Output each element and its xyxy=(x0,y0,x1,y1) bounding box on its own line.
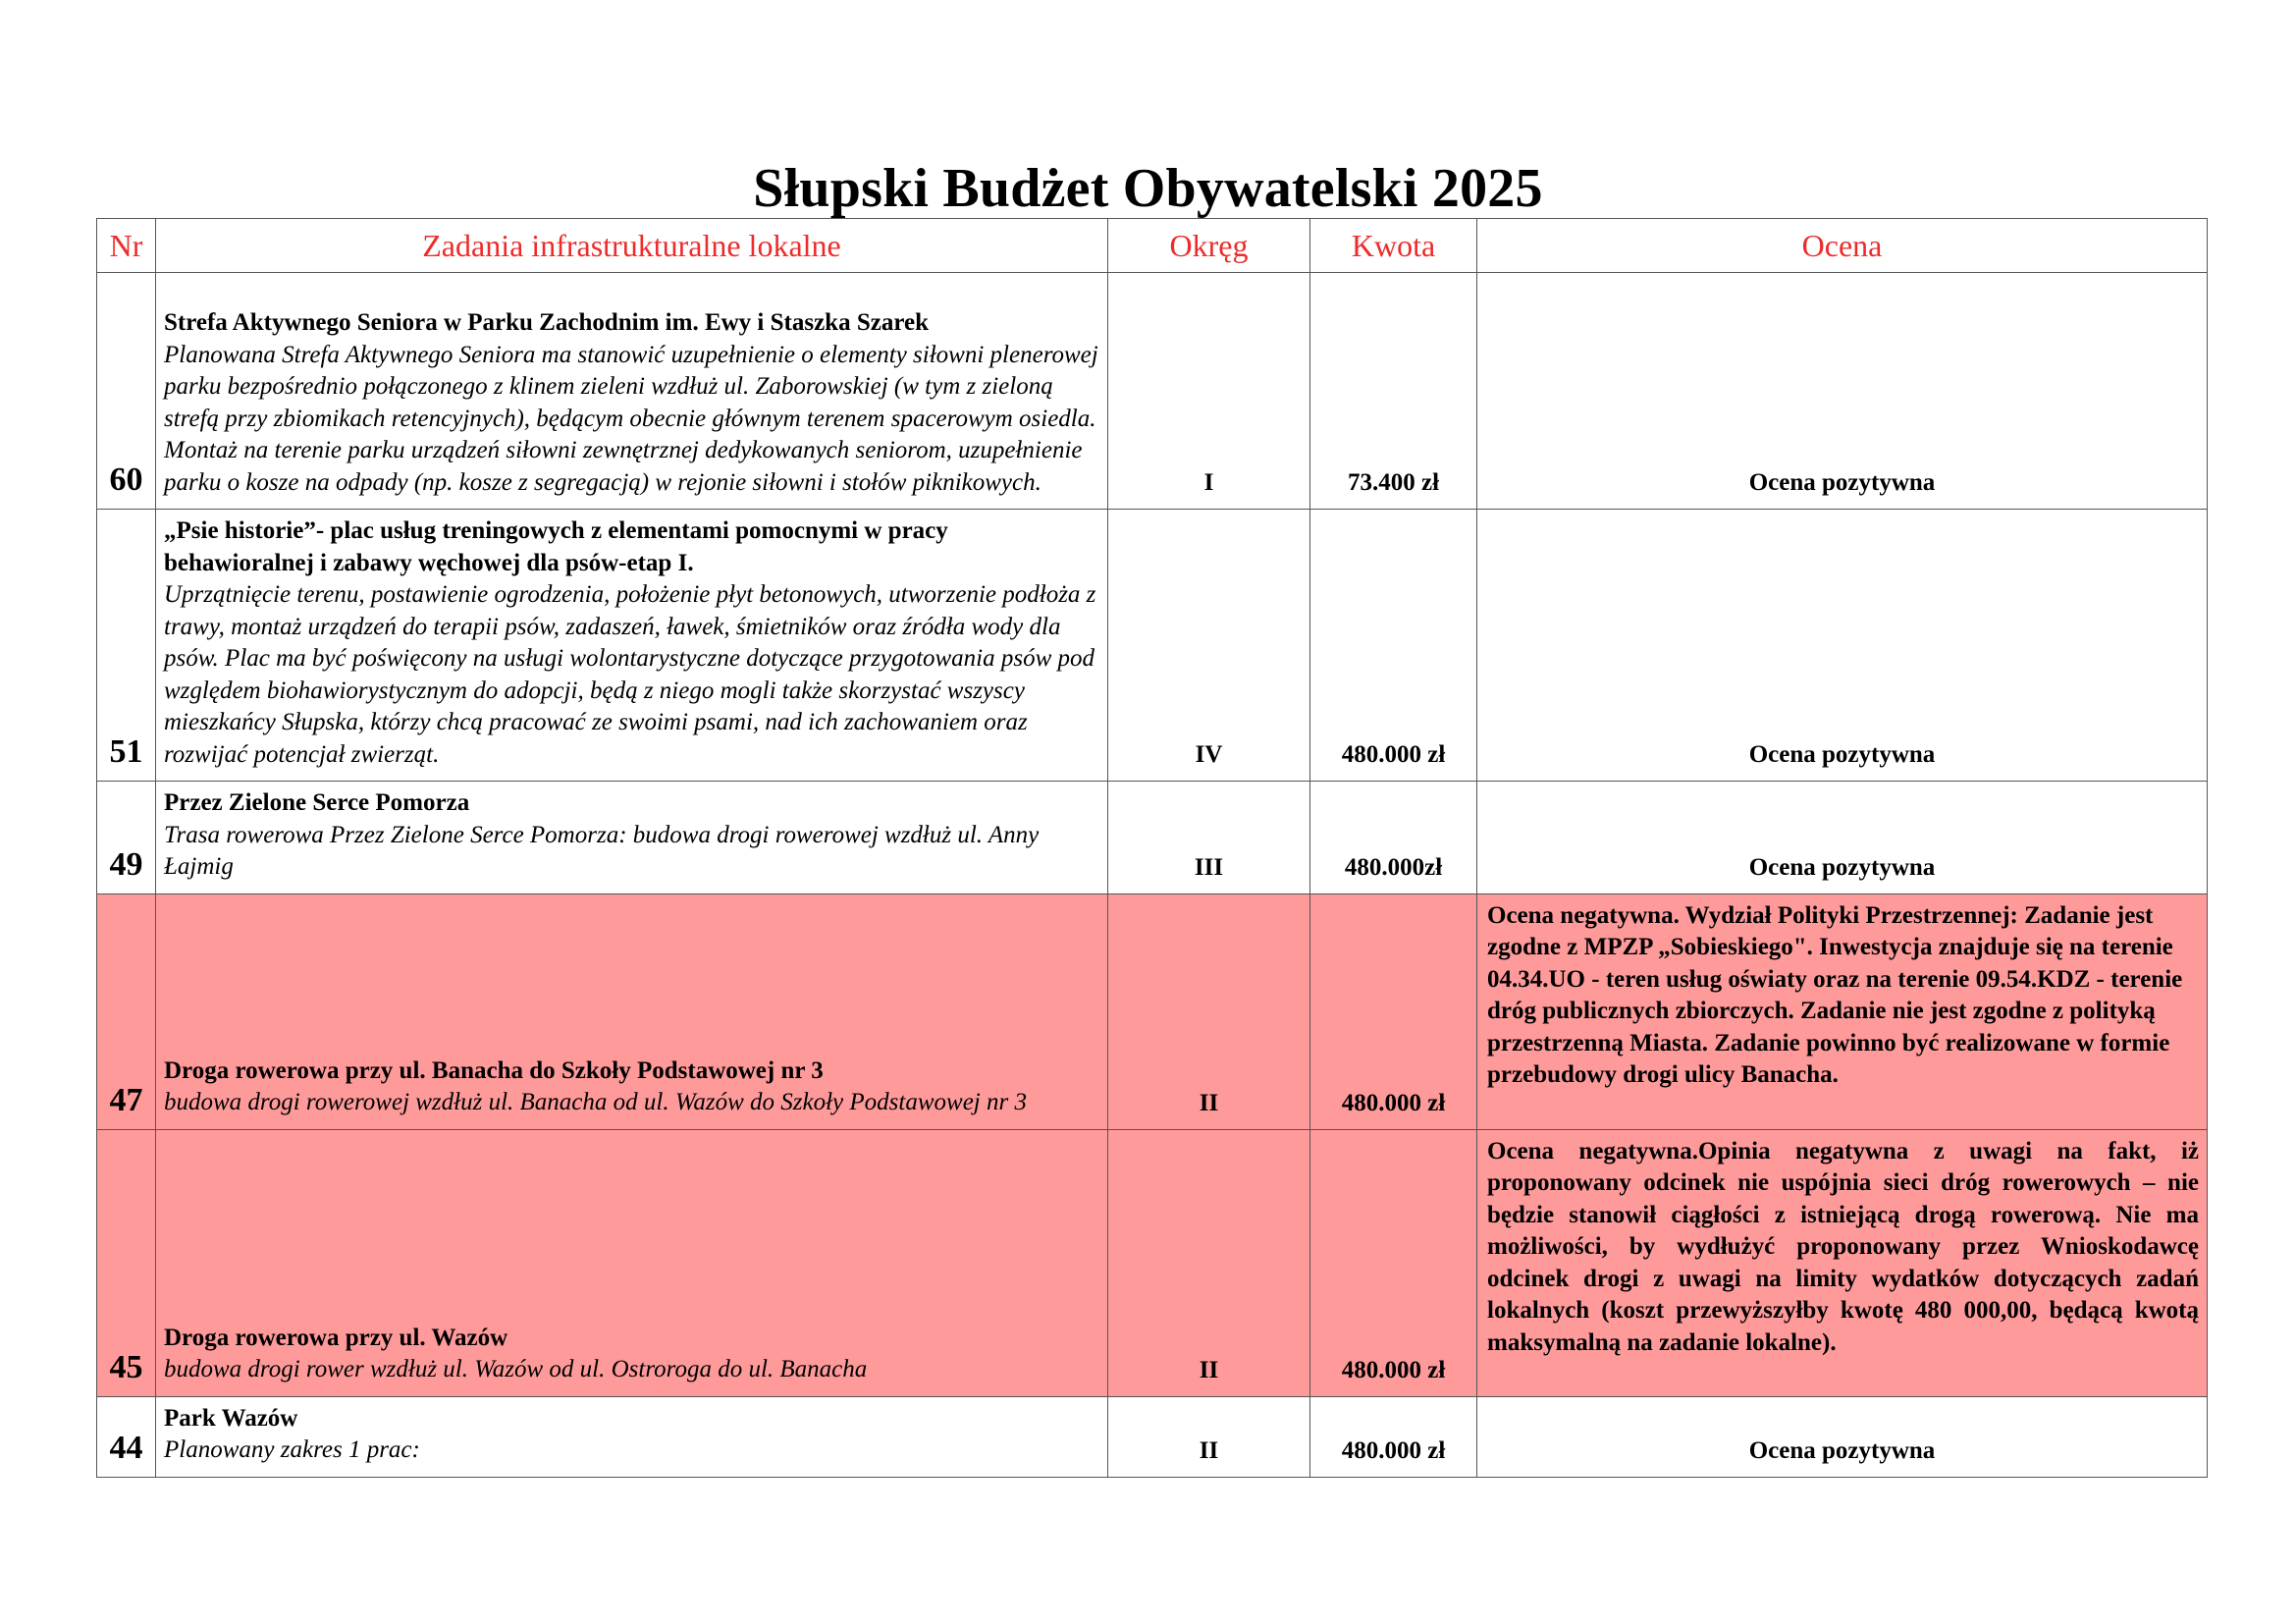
budget-table xyxy=(96,218,2208,1478)
row-nr: 44 xyxy=(97,1396,156,1477)
task-cell xyxy=(156,510,1108,782)
task-title: Droga rowerowa przy ul. Banacha do Szkoły Podstawowej nr 3 xyxy=(164,1056,824,1084)
amount-cell: 73.400 zł xyxy=(1310,273,1477,510)
header-rating: Ocena xyxy=(1477,219,2208,273)
task-cell xyxy=(156,1129,1108,1396)
table-row-negative xyxy=(97,1129,2208,1396)
rating-cell: Ocena negatywna.Opinia negatywna z uwagi na fakt, iż proponowany odcinek nie uspójnia sieci dróg rowerowych – nie będzie stanowił ciągłości z istniejącą drogą rowerową. Nie ma możliwości, by wydłużyć proponowany przez Wnioskodawcę odcinek drogi z uwagi na limity wydatków dotyczących zadań lokalnych (koszt przewyższyłby kwotę 480 000,00, będącą kwotą maksymalną na zadanie lokalne). xyxy=(1477,1129,2208,1396)
amount-cell: 480.000 zł xyxy=(1310,1396,1477,1477)
row-nr: 47 xyxy=(97,893,156,1129)
rating-cell: Ocena pozytywna xyxy=(1477,1396,2208,1477)
table-row-negative xyxy=(97,893,2208,1129)
rating-cell: Ocena negatywna. Wydział Polityki Przestrzennej: Zadanie jest zgodne z MPZP „Sobieskiego". Inwestycja znajduje się na terenie 04.34.UO - teren usług oświaty oraz na terenie 09.54.KDZ - terenie dróg publicznych zbiorczych. Zadanie nie jest zgodne z polityką przestrzenną Miasta. Zadanie powinno być realizowane w formie przebudowy drogi ulicy Banacha. xyxy=(1477,893,2208,1129)
district-cell: II xyxy=(1108,893,1310,1129)
task-title: Strefa Aktywnego Seniora w Parku Zachodnim im. Ewy i Staszka Szarek xyxy=(164,309,929,336)
table-header-row xyxy=(97,219,2208,273)
row-nr: 51 xyxy=(97,510,156,782)
district-cell: I xyxy=(1108,273,1310,510)
task-description: Planowany zakres 1 prac: xyxy=(164,1436,420,1463)
task-title: Przez Zielone Serce Pomorza xyxy=(164,789,470,816)
district-cell: IV xyxy=(1108,510,1310,782)
row-nr: 60 xyxy=(97,273,156,510)
task-cell xyxy=(156,1396,1108,1477)
task-title: Park Wazów xyxy=(164,1404,298,1432)
amount-cell: 480.000 zł xyxy=(1310,510,1477,782)
task-cell xyxy=(156,782,1108,894)
row-nr: 49 xyxy=(97,782,156,894)
header-district: Okręg xyxy=(1108,219,1310,273)
table-row xyxy=(97,782,2208,894)
rating-cell: Ocena pozytywna xyxy=(1477,510,2208,782)
task-title: „Psie historie”- plac usług treningowych z elementami pomocnymi w pracy behawioralnej i zabawy węchowej dla psów-etap I. xyxy=(164,517,948,576)
header-amount: Kwota xyxy=(1310,219,1477,273)
task-description: Trasa rowerowa Przez Zielone Serce Pomorza: budowa drogi rowerowej wzdłuż ul. Anny Łajmig xyxy=(164,821,1040,880)
task-cell xyxy=(156,273,1108,510)
page-title: Słupski Budżet Obywatelski 2025 xyxy=(753,158,1543,219)
task-title: Droga rowerowa przy ul. Wazów xyxy=(164,1324,508,1351)
rating-cell: Ocena pozytywna xyxy=(1477,273,2208,510)
header-nr: Nr xyxy=(97,219,156,273)
task-description: budowa drogi rower wzdłuż ul. Wazów od ul. Ostroroga do ul. Banacha xyxy=(164,1356,868,1382)
district-cell: III xyxy=(1108,782,1310,894)
table-row xyxy=(97,1396,2208,1477)
task-cell xyxy=(156,893,1108,1129)
table-row xyxy=(97,510,2208,782)
row-nr: 45 xyxy=(97,1129,156,1396)
district-cell: II xyxy=(1108,1396,1310,1477)
amount-cell: 480.000 zł xyxy=(1310,893,1477,1129)
table-row xyxy=(97,273,2208,510)
rating-cell: Ocena pozytywna xyxy=(1477,782,2208,894)
district-cell: II xyxy=(1108,1129,1310,1396)
amount-cell: 480.000zł xyxy=(1310,782,1477,894)
task-description: budowa drogi rowerowej wzdłuż ul. Banacha od ul. Wazów do Szkoły Podstawowej nr 3 xyxy=(164,1089,1027,1115)
amount-cell: 480.000 zł xyxy=(1310,1129,1477,1396)
task-description: Uprzątnięcie terenu, postawienie ogrodzenia, położenie płyt betonowych, utworzenie podłoża z trawy, montaż urządzeń do terapii psów, zadaszeń, ławek, śmietników oraz źródła wody dla psów. Plac ma być poświęcony na usługi wolontarystyczne dotyczące przygotowania psów pod względem biohawiorystycznym do adopcji, będą z niego mogli także skorzystać wszyscy mieszkańcy Słupska, którzy chcą pracować ze swoimi psami, nad ich zachowaniem oraz rozwijać potencjał zwierząt. xyxy=(164,581,1096,768)
header-task: Zadania infrastrukturalne lokalne xyxy=(156,219,1108,273)
task-description: Planowana Strefa Aktywnego Seniora ma stanowić uzupełnienie o elementy siłowni plenerowej parku bezpośrednio połączonego z klinem zieleni wzdłuż ul. Zaborowskiej (w tym z zieloną strefą przy zbiomikach retencyjnych), będącym obecnie głównym terenem spacerowym osiedla. Montaż na terenie parku urządzeń siłowni zewnętrznej dedykowanych seniorom, uzupełnienie parku o kosze na odpady (np. kosze z segregacją) w rejonie siłowni i stołów piknikowych. xyxy=(164,341,1098,496)
